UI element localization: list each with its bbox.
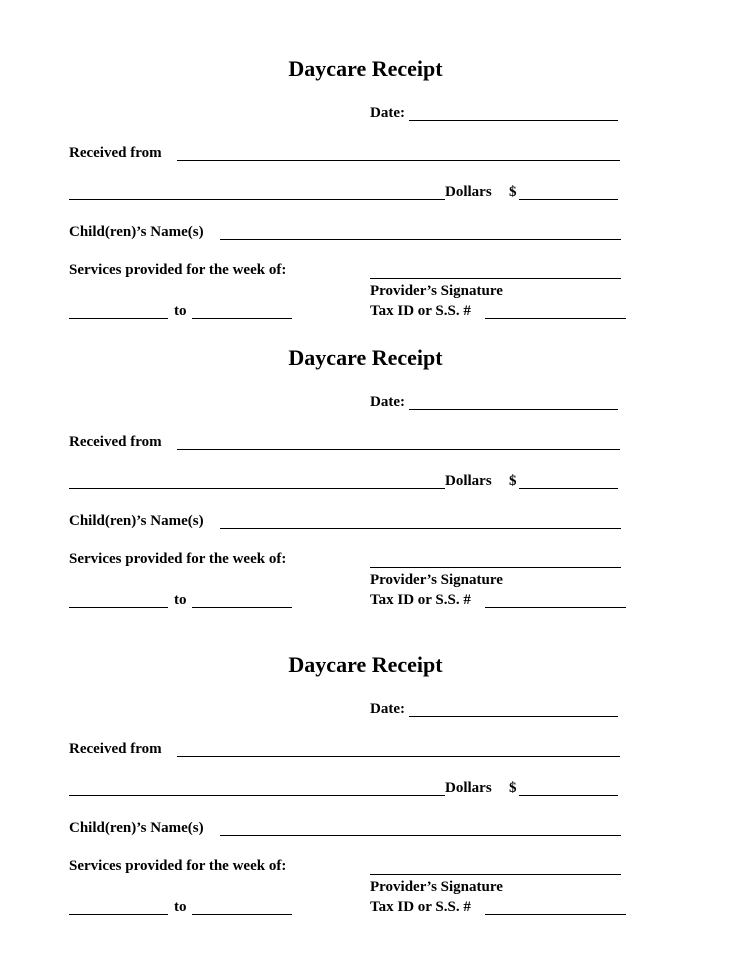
services-week-label: Services provided for the week of: xyxy=(69,262,287,278)
receipt-title: Daycare Receipt xyxy=(288,56,443,81)
to-label: to xyxy=(174,303,187,319)
received-from-field[interactable] xyxy=(177,756,620,757)
amount-words-field[interactable] xyxy=(69,795,445,796)
dollars-label: Dollars xyxy=(445,184,492,200)
date-field[interactable] xyxy=(409,120,618,121)
children-names-field[interactable] xyxy=(220,835,621,836)
week-start-field[interactable] xyxy=(69,914,168,915)
received-from-label: Received from xyxy=(69,434,162,450)
received-from-label: Received from xyxy=(69,741,162,757)
to-label: to xyxy=(174,592,187,608)
children-names-field[interactable] xyxy=(220,528,621,529)
receipt-section xyxy=(0,596,731,915)
services-week-label: Services provided for the week of: xyxy=(69,858,287,874)
date-field[interactable] xyxy=(409,716,618,717)
tax-id-field[interactable] xyxy=(485,914,626,915)
receipt-section xyxy=(0,289,731,608)
children-names-label: Child(ren)’s Name(s) xyxy=(69,513,204,529)
receipt-title: Daycare Receipt xyxy=(288,345,443,370)
dollars-label: Dollars xyxy=(445,780,492,796)
dollars-label: Dollars xyxy=(445,473,492,489)
dollar-sign-label: $ xyxy=(509,184,517,200)
date-label: Date: xyxy=(370,394,405,410)
received-from-label: Received from xyxy=(69,145,162,161)
amount-words-field[interactable] xyxy=(69,488,445,489)
week-end-field[interactable] xyxy=(192,914,292,915)
tax-id-label: Tax ID or S.S. # xyxy=(370,899,471,915)
date-field[interactable] xyxy=(409,409,618,410)
services-week-label: Services provided for the week of: xyxy=(69,551,287,567)
date-label: Date: xyxy=(370,105,405,121)
amount-field[interactable] xyxy=(519,199,618,200)
tax-id-label: Tax ID or S.S. # xyxy=(370,592,471,608)
amount-field[interactable] xyxy=(519,795,618,796)
provider-signature-label: Provider’s Signature xyxy=(370,879,503,895)
signature-field[interactable] xyxy=(370,874,621,875)
children-names-field[interactable] xyxy=(220,239,621,240)
tax-id-label: Tax ID or S.S. # xyxy=(370,303,471,319)
amount-field[interactable] xyxy=(519,488,618,489)
dollar-sign-label: $ xyxy=(509,780,517,796)
received-from-field[interactable] xyxy=(177,160,620,161)
amount-words-field[interactable] xyxy=(69,199,445,200)
provider-signature-label: Provider’s Signature xyxy=(370,572,503,588)
children-names-label: Child(ren)’s Name(s) xyxy=(69,820,204,836)
to-label: to xyxy=(174,899,187,915)
signature-field[interactable] xyxy=(370,567,621,568)
children-names-label: Child(ren)’s Name(s) xyxy=(69,224,204,240)
receipt-section xyxy=(0,0,731,319)
signature-field[interactable] xyxy=(370,278,621,279)
date-label: Date: xyxy=(370,701,405,717)
receipt-title: Daycare Receipt xyxy=(288,652,443,677)
provider-signature-label: Provider’s Signature xyxy=(370,283,503,299)
dollar-sign-label: $ xyxy=(509,473,517,489)
received-from-field[interactable] xyxy=(177,449,620,450)
